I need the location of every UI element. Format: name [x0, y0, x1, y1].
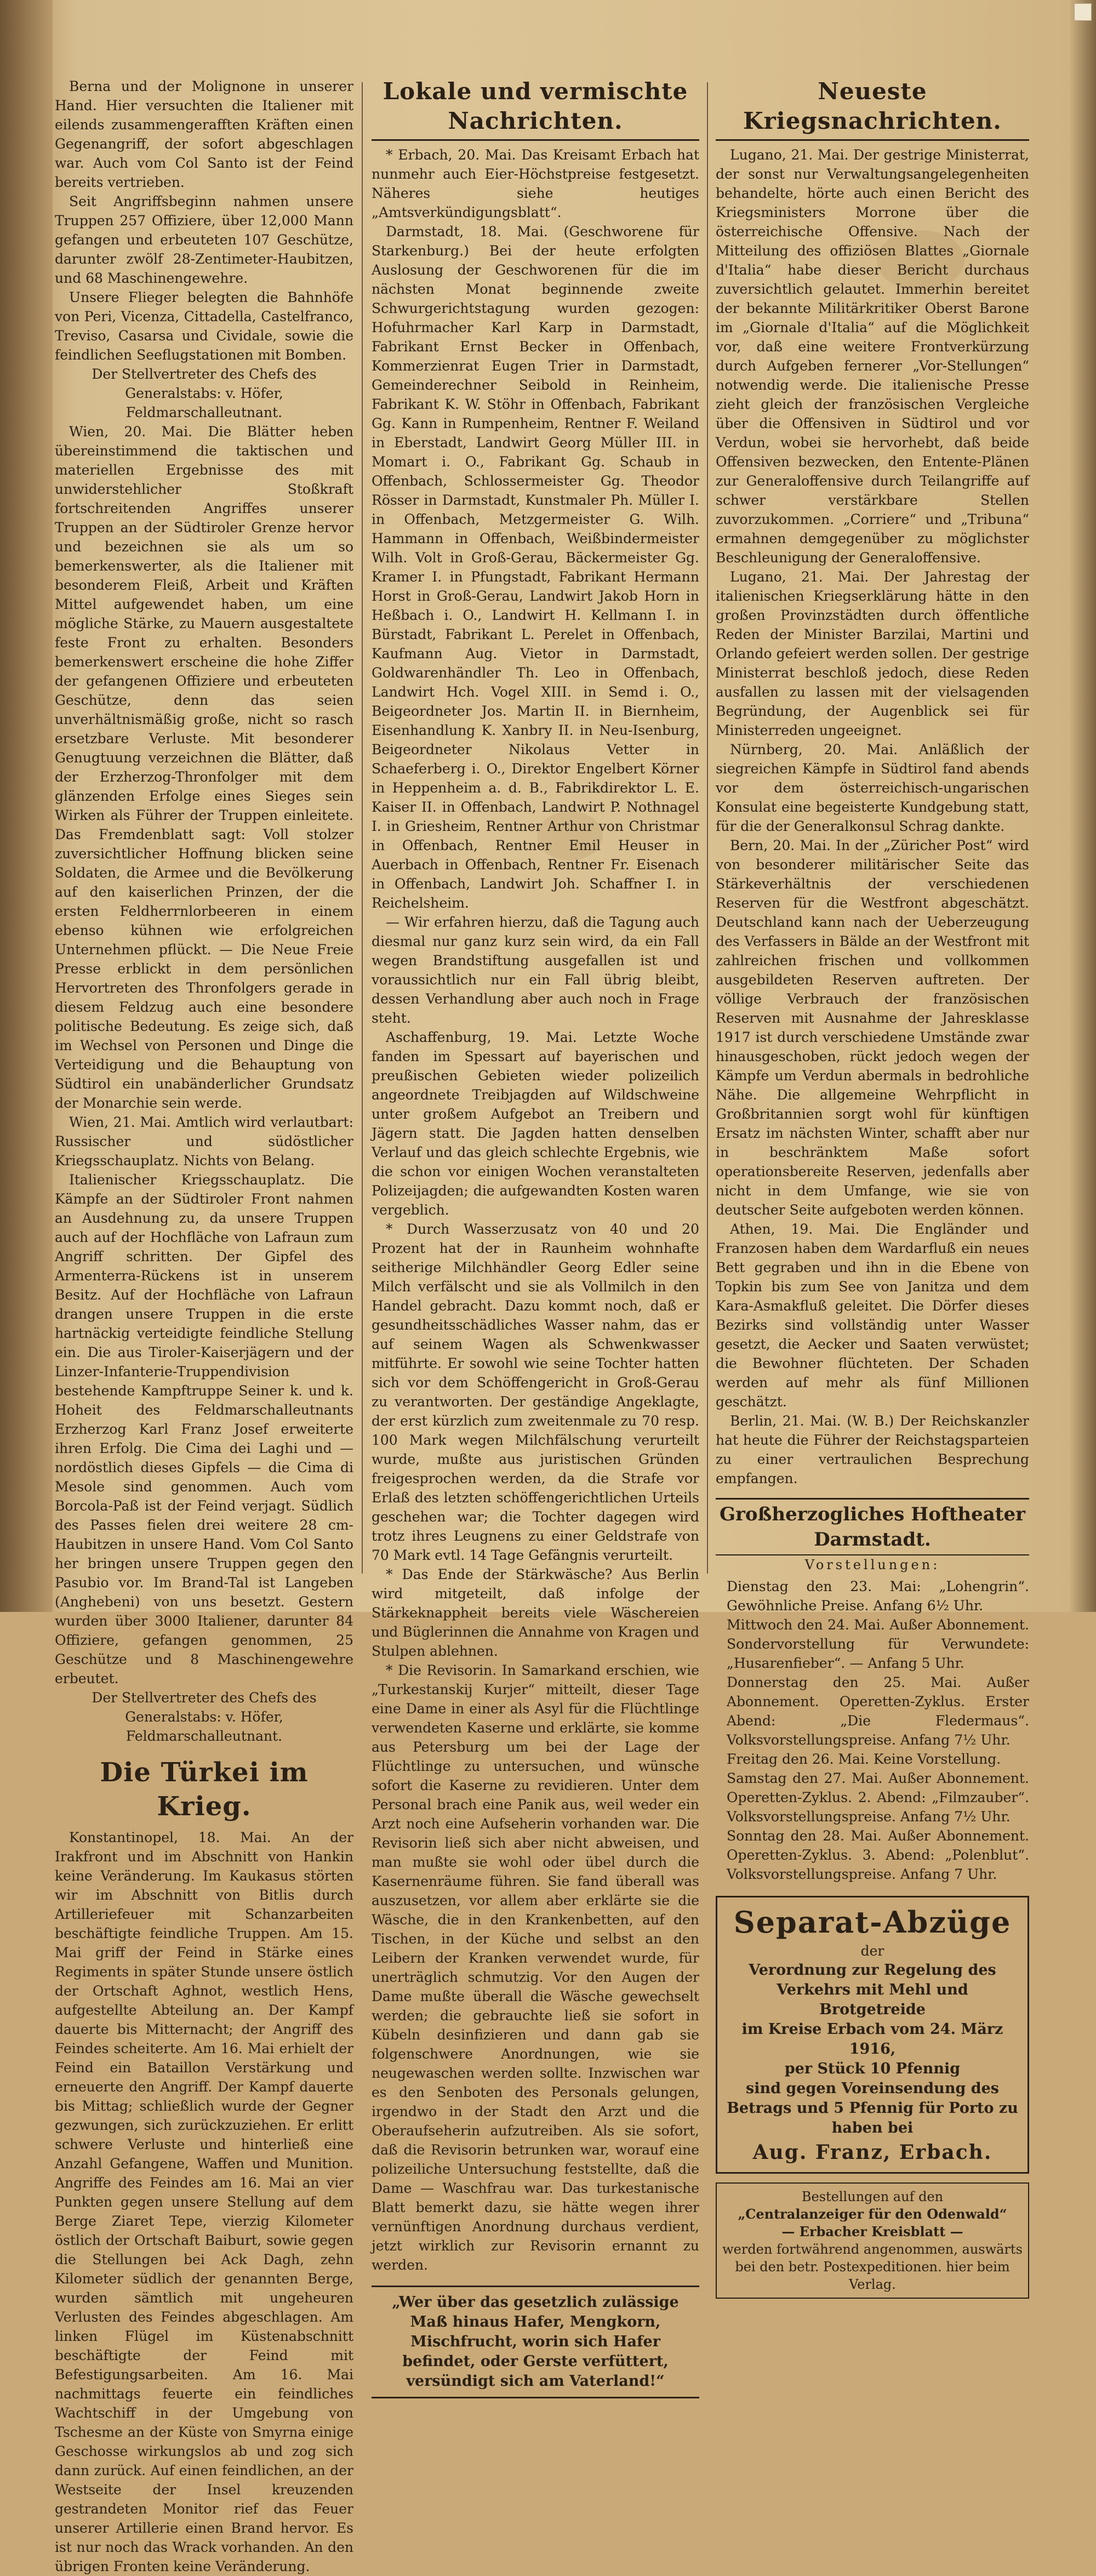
paragraph: Berlin, 21. Mai. (W. B.) Der Reichskanzler hat heute die Führer der Reichstagsparteien zu einer vertraulichen Besprechung empfangen.	[716, 1413, 1029, 1486]
latest-news-heading: Neueste Kriegsnachrichten.	[716, 77, 1029, 141]
paragraph: Lugano, 21. Mai. Der gestrige Ministerrat, der sonst nur Verwaltungsangelegenheiten behandelte, hörte auch einen Bericht des Kriegsministers Morrone über die österreichische Offensive. Nach der Mitteilung des offiziösen Blattes „Giornale d'Italia“ habe dieser Bericht durchaus zuversichtlich gelautet. Immerhin bereitet der bekannte Militärkritiker Oberst Barone im „Giornale d'Italia“ auf die Möglichkeit vor, daß eine weitere Frontverkürzung durch Aufgeben fernerer „Vor-Stellungen“ notwendig werde. Die italienische Presse zieht gleich der französischen Vergleiche über die Offensiven in Südtirol und vor Verdun, wobei sie hervorhebt, daß beide Offensiven bezwecken, den Entente-Plänen zur Generaloffensive durch Teilangriffe auf schwer verstärkbare Stellen zuvorzukommen. „Corriere“ und „Tribuna“ ermahnen demgegenüber zu möglichster Beschleunigung der Generaloffensive.	[716, 147, 1029, 566]
paragraph: Athen, 19. Mai. Die Engländer und Franzosen haben dem Wardarfluß ein neues Bett gegraben und ihn in die Ebene von Topkin bis zum See von Janitza und dem Kara-Asmakfluß geleitet. Die Dörfer dieses Bezirks sind vollständig unter Wasser gesetzt, die Aecker und Saaten verwüstet; die Bewohner flüchteten. Der Schaden werden auf mehr als fünf Millionen geschätzt.	[716, 1221, 1029, 1410]
list-item: Sonntag den 28. Mai. Außer Abonnement. Operetten-Zyklus. 3. Abend: „Polenblut“. Volksvorstellungspreise. Anfang 7 Uhr.	[727, 1828, 1029, 1882]
signature: Der Stellvertreter des Chefs des Generalstabs: v. Höfer, Feldmarschalleutnant.	[92, 366, 317, 420]
page-corner-tab	[1074, 3, 1092, 21]
signature: Der Stellvertreter des Chefs des Generalstabs: v. Höfer, Feldmarschalleutnant.	[92, 1690, 317, 1744]
list-item: Samstag den 27. Mai. Außer Abonnement. Operetten-Zyklus. 2. Abend: „Filmzauber“. Volksvorstellungspreise. Anfang 7½ Uhr.	[727, 1770, 1029, 1825]
notice-line: werden fortwährend angenommen, auswärts bei den betr. Postexpeditionen. hier beim Verlag.	[722, 2242, 1023, 2292]
theater-heading: Großherzogliches Hoftheater Darmstadt.	[716, 1498, 1029, 1555]
local-news-heading: Lokale und vermischte Nachrichten.	[372, 77, 699, 141]
paragraph: * Das Ende der Stärkwäsche? Aus Berlin wird mitgeteilt, daß infolge der Stärkeknappheit bereits viele Wäschereien und Büglerinnen die Annahme von Kragen und Stulpen ablehnen.	[372, 1566, 699, 1659]
paragraph: Aschaffenburg, 19. Mai. Letzte Woche fanden im Spessart auf bayerischen und preußischen Gebieten wieder polizeilich angeordnete Treibjagden auf Wildschweine unter großem Aufgebot an Treibern und Jägern statt. Die Jagden hatten denselben Verlauf und das gleich schlechte Ergebnis, wie die schon vor einigen Wochen veranstalteten Polizeijagden; die aufgewandten Kosten waren vergeblich.	[372, 1029, 699, 1218]
previous-page-edge	[0, 0, 53, 1612]
ad-publisher: Aug. Franz, Erbach.	[752, 2141, 992, 2164]
column-latest-news	[716, 77, 1029, 2292]
paragraph: * Durch Wasserzusatz von 40 und 20 Prozent hat der in Raunheim wohnhafte seitherige Milchhändler Georg Edler seine Milch verfälscht und sie als Vollmilch in den Handel gebracht. Dazu kommt noch, daß er gesundheitsschädliches Wasser nahm, das er auf seinem Wagen als Schwenkwasser mitführte. Er sowohl wie seine Tochter hatten sich vor dem Schöffengericht in Groß-Gerau zu verantworten. Der geständige Angeklagte, der erst kürzlich zum zweitenmale zu 70 resp. 100 Mark wegen Milchfälschung verurteilt wurde, mußte aus juristischen Gründen freigesprochen werden, da die Strafe vor Erlaß des letzten schöffengerichtlichen Urteils geschehen war; die Tochter dagegen wird trotz ihres Leugnens zu einer Geldstrafe von 70 Mark evtl. 14 Tage Gefängnis verurteilt.	[372, 1221, 699, 1563]
theater-schedule	[716, 1577, 1029, 1884]
paragraph: Bern, 20. Mai. In der „Züricher Post“ wird von besonderer militärischer Seite das Stärkeverhältnis der verschiedenen Reserven für die Westfront abgeschätzt. Deutschland kann nach der Ueberzeugung des Verfassers in Bälde an der Westfront mit zahlreichen frischen und vollkommen ausgebildeten Reserven auftreten. Der völlige Verbrauch der französischen Reserven mit Ausnahme der Jahresklasse 1917 ist durch verschiedene Umstände zwar hinausgeschoben, rückt jedoch wegen der Kämpfe um Verdun abermals in bedrohliche Nähe. Die allgemeine Wehrpflicht in Großbritannien sorgt wohl für künftigen Ersatz im nächsten Winter, schafft aber nur in beschränktem Maße sofort operationsbereite Reserven, jedenfalls aber nicht in dem Umfange, wie sie von deutscher Seite aufgeboten werden können.	[716, 837, 1029, 1218]
notice-title: „Centralanzeiger für den Odenwald“	[738, 2206, 1007, 2222]
paragraph: * Erbach, 20. Mai. Das Kreisamt Erbach hat nunmehr auch Eier-Höchstpreise festgesetzt. Näheres siehe heutiges „Amtsverkündigungsblatt“.	[372, 147, 699, 220]
column-rule	[707, 82, 708, 1574]
ad-body: im Kreise Erbach vom 24. März 1916,	[741, 2021, 1003, 2058]
reprint-advertisement	[716, 1896, 1029, 2174]
notice-line: Bestellungen auf den	[801, 2189, 944, 2204]
paragraph: * Die Revisorin. In Samarkand erschien, wie „Turkestanskij Kurjer“ mitteilt, dieser Tage eine Dame in einer als Asyl für die Flüchtlinge verwendeten Kaserne und erklärte, sie komme aus Petersburg um bei der Lage der Flüchtlinge zu untersuchen, und wünsche sofort die Kaserne zu revidieren. Unter dem Personal brach eine Panik aus, weil weder ein Arzt noch eine Aufseherin vorhanden war. Die Revisorin ließ sich aber nicht abweisen, und man mußte sie wohl oder übel durch die Kasernenräume führen. Sie fand überall was auszusetzen, vor allem aber erklärte sie die Wäsche, die in den Krankenbetten, auf den Tischen, in der Küche und selbst an den Leibern der Kranken verwendet wurde, für unerträglich schmutzig. Vor den Augen der Dame mußte überall die Wäsche gewechselt werden; die gebrauchte ließ sie sofort in Kübeln desinfizieren und dann gab sie folgenschwere Anordnungen, wie sie neugewaschen werden sollte. Inzwischen war es den Senboten des Personals gelungen, irgendwo in der Stadt den Arzt und die Oberaufseherin aufzutreiben. Als sie sofort, daß die Revisorin betrunken war, worauf eine polizeiliche Untersuchung feststellte, daß die Dame — Waschfrau war. Das turkestanische Blatt bemerkt dazu, sie hätte wegen ihrer vernünftigen Anordnung durchaus verdient, jetzt wirklich zur Revisorin ernannt zu werden.	[372, 1662, 699, 2273]
paragraph: Berna und der Molignone in unserer Hand. Hier versuchten die Italiener mit eilends zusammengerafften Kräften einen Gegenangriff, der sofort abgeschlagen war. Auch vom Col Santo ist der Feind bereits vertrieben.	[55, 78, 353, 190]
list-item: Freitag den 26. Mai. Keine Vorstellung.	[727, 1751, 1001, 1767]
subscription-notice	[716, 2182, 1029, 2299]
list-item: Mittwoch den 24. Mai. Außer Abonnement. Sondervorstellung für Verwundete: „Husarenfieber“. — Anfang 5 Uhr.	[727, 1617, 1029, 1671]
column-rule	[362, 82, 363, 1574]
grain-notice-text: „Wer über das gesetzlich zulässige Maß hinaus Hafer, Mengkorn, Mischfrucht, worin sich Hafer befindet, oder Gerste verfüttert, versündigt sich am Vaterland!“	[392, 2294, 679, 2390]
paragraph: — Wir erfahren hierzu, daß die Tagung auch diesmal nur ganz kurz sein wird, da ein Fall wegen Brandstiftung ausgefallen ist und voraussichtlich nur ein Fall übrig bleibt, dessen Verhandlung aber auch noch in Frage steht.	[372, 914, 699, 1026]
paragraph: Lugano, 21. Mai. Der Jahrestag der italienischen Kriegserklärung hätte in den großen Provinzstädten durch öffentliche Reden der Minister Barzilai, Martini und Orlando gefeiert werden sollen. Der gestrige Ministerrat beschloß jedoch, diese Reden ausfallen zu lassen mit der vielsagenden Begründung, der Augenblick sei für Ministerreden ungeeignet.	[716, 569, 1029, 738]
theater-subheading: Vorstellungen:	[804, 1557, 940, 1572]
paragraph: Seit Angriffsbeginn nahmen unsere Truppen 257 Offiziere, über 12,000 Mann gefangen und erbeuteten 107 Geschütze, darunter zwölf 28-Zentimeter-Haubitzen, und 68 Maschinengewehre.	[55, 193, 353, 286]
column-war-reports	[55, 77, 353, 2574]
ad-price: per Stück 10 Pfennig	[784, 2060, 961, 2077]
ad-title: Separat-Abzüge	[733, 1905, 1012, 1940]
turkey-heading: Die Türkei im Krieg.	[100, 1757, 309, 1822]
paragraph: Wien, 21. Mai. Amtlich wird verlautbart: Russischer und südöstlicher Kriegsschauplatz. Nichts von Belang.	[55, 1114, 353, 1169]
list-item: Donnerstag den 25. Mai. Außer Abonnement. Operetten-Zyklus. Erster Abend: „Die Fledermaus“. Volksvorstellungspreise. Anfang 7½ Uhr.	[727, 1674, 1029, 1748]
column-local-news	[372, 77, 699, 2390]
ad-body: Verordnung zur Regelung des Verkehrs mit Mehl und Brotgetreide	[749, 1962, 996, 2018]
paragraph: Unsere Flieger belegten die Bahnhöfe von Peri, Vicenza, Cittadella, Castelfranco, Treviso, Casarsa und Cividale, sowie die feindlichen Seeflugstationen mit Bomben.	[55, 289, 353, 363]
paragraph: Nürnberg, 20. Mai. Anläßlich der siegreichen Kämpfe in Südtirol fand abends vor dem österreichisch-ungarischen Konsulat eine begeisterte Kundgebung statt, für die der Generalkonsul Schrag dankte.	[716, 742, 1029, 834]
notice-subtitle: — Erbacher Kreisblatt —	[781, 2224, 963, 2239]
paragraph: Italienischer Kriegsschauplatz. Die Kämpfe an der Südtiroler Front nahmen an Ausdehnung zu, da unsere Truppen auch auf der Hochfläche von Lafraun zum Angriff schritten. Der Gipfel des Armenterra-Rückens ist in unserem Besitz. Auf der Hochfläche von Lafraun drangen unsere Truppen in die erste hartnäckig verteidigte feindliche Stellung ein. Die aus Tiroler-Kaiserjägern und der Linzer-Infanterie-Truppendivision bestehende Kampftruppe Seiner k. und k. Hoheit des Feldmarschalleutnants Erzherzog Karl Franz Josef erweiterte ihren Erfolg. Die Cima dei Laghi und — nordöstlich dieses Gipfels — die Cima di Mesole sind genommen. Auch vom Borcola-Paß ist der Feind verjagt. Südlich des Passes fielen drei weitere 28 cm-Haubitzen in unsere Hand. Vom Col Santo her bringen unsere Truppen gegen den Pasubio vor. Im Brand-Tal ist Langeben (Anghebeni) von uns besetzt. Gestern wurden über 3000 Italiener, darunter 84 Offiziere, gefangen genommen, 25 Geschütze und 8 Maschinengewehre erbeutet.	[55, 1172, 353, 1686]
grain-notice-box	[372, 2286, 699, 2398]
paragraph: Darmstadt, 18. Mai. (Geschworene für Starkenburg.) Bei der heute erfolgten Auslosung der Geschworenen für die im nächsten Monat beginnende zweite Schwurgerichtstagung wurden gezogen: Hofuhrmacher Karl Karp in Darmstadt, Fabrikant Ernst Becker in Offenbach, Kommerzienrat Eugen Trier in Darmstadt, Gemeinderechner Seibold in Reinheim, Fabrikant K. W. Stöhr in Offenbach, Fabrikant Gg. Kann in Rumpenheim, Rentner F. Weiland in Eberstadt, Landwirt Georg Müller III. in Momart i. O., Fabrikant Gg. Schaub in Offenbach, Schlossermeister Gg. Theodor Rösser in Darmstadt, Kunstmaler Ph. Müller I. in Offenbach, Metzgermeister G. Wilh. Hammann in Offenbach, Weißbindermeister Wilh. Volt in Groß-Gerau, Bäckermeister Gg. Kramer I. in Pfungstadt, Fabrikant Hermann Horst in Groß-Gerau, Landwirt Jakob Horn in Heßbach i. O., Landwirt H. Kellmann I. in Bürstadt, Fabrikant L. Perelet in Offenbach, Kaufmann Aug. Vietor in Darmstadt, Goldwarenhändler Th. Leo in Offenbach, Landwirt Hch. Vogel XIII. in Semd i. O., Beigeordneter Jos. Martin II. in Biernheim, Eisenhandlung K. Xanbry II. in Neu-Isenburg, Beigeordneter Nikolaus Vetter in Schaeferberg i. O., Direktor Engelbert Körner in Heppenheim a. d. B., Fabrikdirektor L. E. Kaiser II. in Offenbach, Landwirt P. Nothnagel I. in Griesheim, Rentner Arthur von Christmar in Offenbach, Rentner Emil Heuser in Auerbach in Offenbach, Rentner Fr. Eisenach in Offenbach, Landwirt Joh. Schaffner I. in Reichelsheim.	[372, 224, 699, 911]
ad-body: sind gegen Voreinsendung des Betrags und 5 Pfennig für Porto zu haben bei	[727, 2080, 1018, 2136]
paragraph: Konstantinopel, 18. Mai. An der Irakfront und im Abschnitt von Hankin keine Veränderung. Im Kaukasus störten wir im Abschnitt von Bitlis durch Artilleriefeuer mit Schanzarbeiten beschäftigte feindliche Truppen. Am 15. Mai griff der Feind in Stärke eines Regiments in später Stunde unsere östlich der Ortschaft Aghnot, westlich Hens, aufgestellte Abteilung an. Der Kampf dauerte bis Mitternacht; der Angriff des Feindes scheiterte. Am 16. Mai erhielt der Feind ein Bataillon Verstärkung und erneuerte den Angriff. Der Kampf dauerte bis Mittag; schließlich wurde der Gegner gezwungen, sich zurückzuziehen. Er erlitt schwere Verluste und hinterließ eine Anzahl Gefangene, Waffen und Munition. Angriffe des Feindes am 16. Mai an vier Punkten gegen unsere Stellung auf dem Berge Ziaret Tepe, vierzig Kilometer östlich der Ortschaft Baiburt, sowie gegen die Stellungen bei Ack Dagh, zehn Kilometer südlich der genannten Berge, wurden sämtlich mit ungeheuren Verlusten des Feindes abgeschlagen. Am linken Flügel im Küstenabschnitt beschäftigte der Feind mit Befestigungsarbeiten. Am 16. Mai nachmittags feuerte ein feindliches Wachtschiff in der Umgebung von Tschesme an der Küste von Smyrna einige Geschosse wirkungslos ab und zog sich dann zurück. Auf einen feindlichen, an der Westseite der Insel kreuzenden gestrandeten Monitor rief das Feuer unserer Artillerie einen Brand hervor. Es ist nur noch das Wrack vorhanden. An den übrigen Fronten keine Veränderung.	[55, 1830, 353, 2574]
ad-der: der	[860, 1943, 884, 1959]
paragraph: Wien, 20. Mai. Die Blätter heben übereinstimmend die taktischen und materiellen Ergebnisse des mit unwiderstehlicher Stoßkraft fortschreitenden Angriffes unserer Truppen an der Südtiroler Grenze hervor und bezeichnen sie als um so bemerkenswerter, als die Italiener mit besonderem Fleiß, Arbeit und Kräften Mittel aufgewendet haben, um eine mögliche Stärke, zu Mauern ausgestaltete feste Front zu erhalten. Besonders bemerkenswert erscheine die hohe Ziffer der gefangenen Offiziere und erbeuteten Geschütze, denn das seien unverhältnismäßig große, nicht so rasch ersetzbare Verluste. Mit besonderer Genugtuung verzeichnen die Blätter, daß der Erzherzog-Thronfolger mit dem glänzenden Erfolge eines Sieges sein Wirken als Führer der Truppen einleitete. Das Fremdenblatt sagt: Voll stolzer zuversichtlicher Hoffnung blicken seine Soldaten, die Armee und die Bevölkerung auf den kaiserlichen Prinzen, der die ersten Feldherrnlorbeeren in einem ebenso kühnen wie erfolgreichen Unternehmen pflückt. — Die Neue Freie Presse erblickt in dem persönlichen Hervortreten des Thronfolgers gerade in diesem Feldzug auch eine besondere politische Bedeutung. Es zeige sich, daß im Wechsel von Personen und Dinge die Verteidigung und die Behauptung von Südtirol ein unabänderlicher Grundsatz der Monarchie sein werde.	[55, 424, 353, 1111]
list-item: Dienstag den 23. Mai: „Lohengrin“. Gewöhnliche Preise. Anfang 6½ Uhr.	[727, 1578, 1029, 1614]
